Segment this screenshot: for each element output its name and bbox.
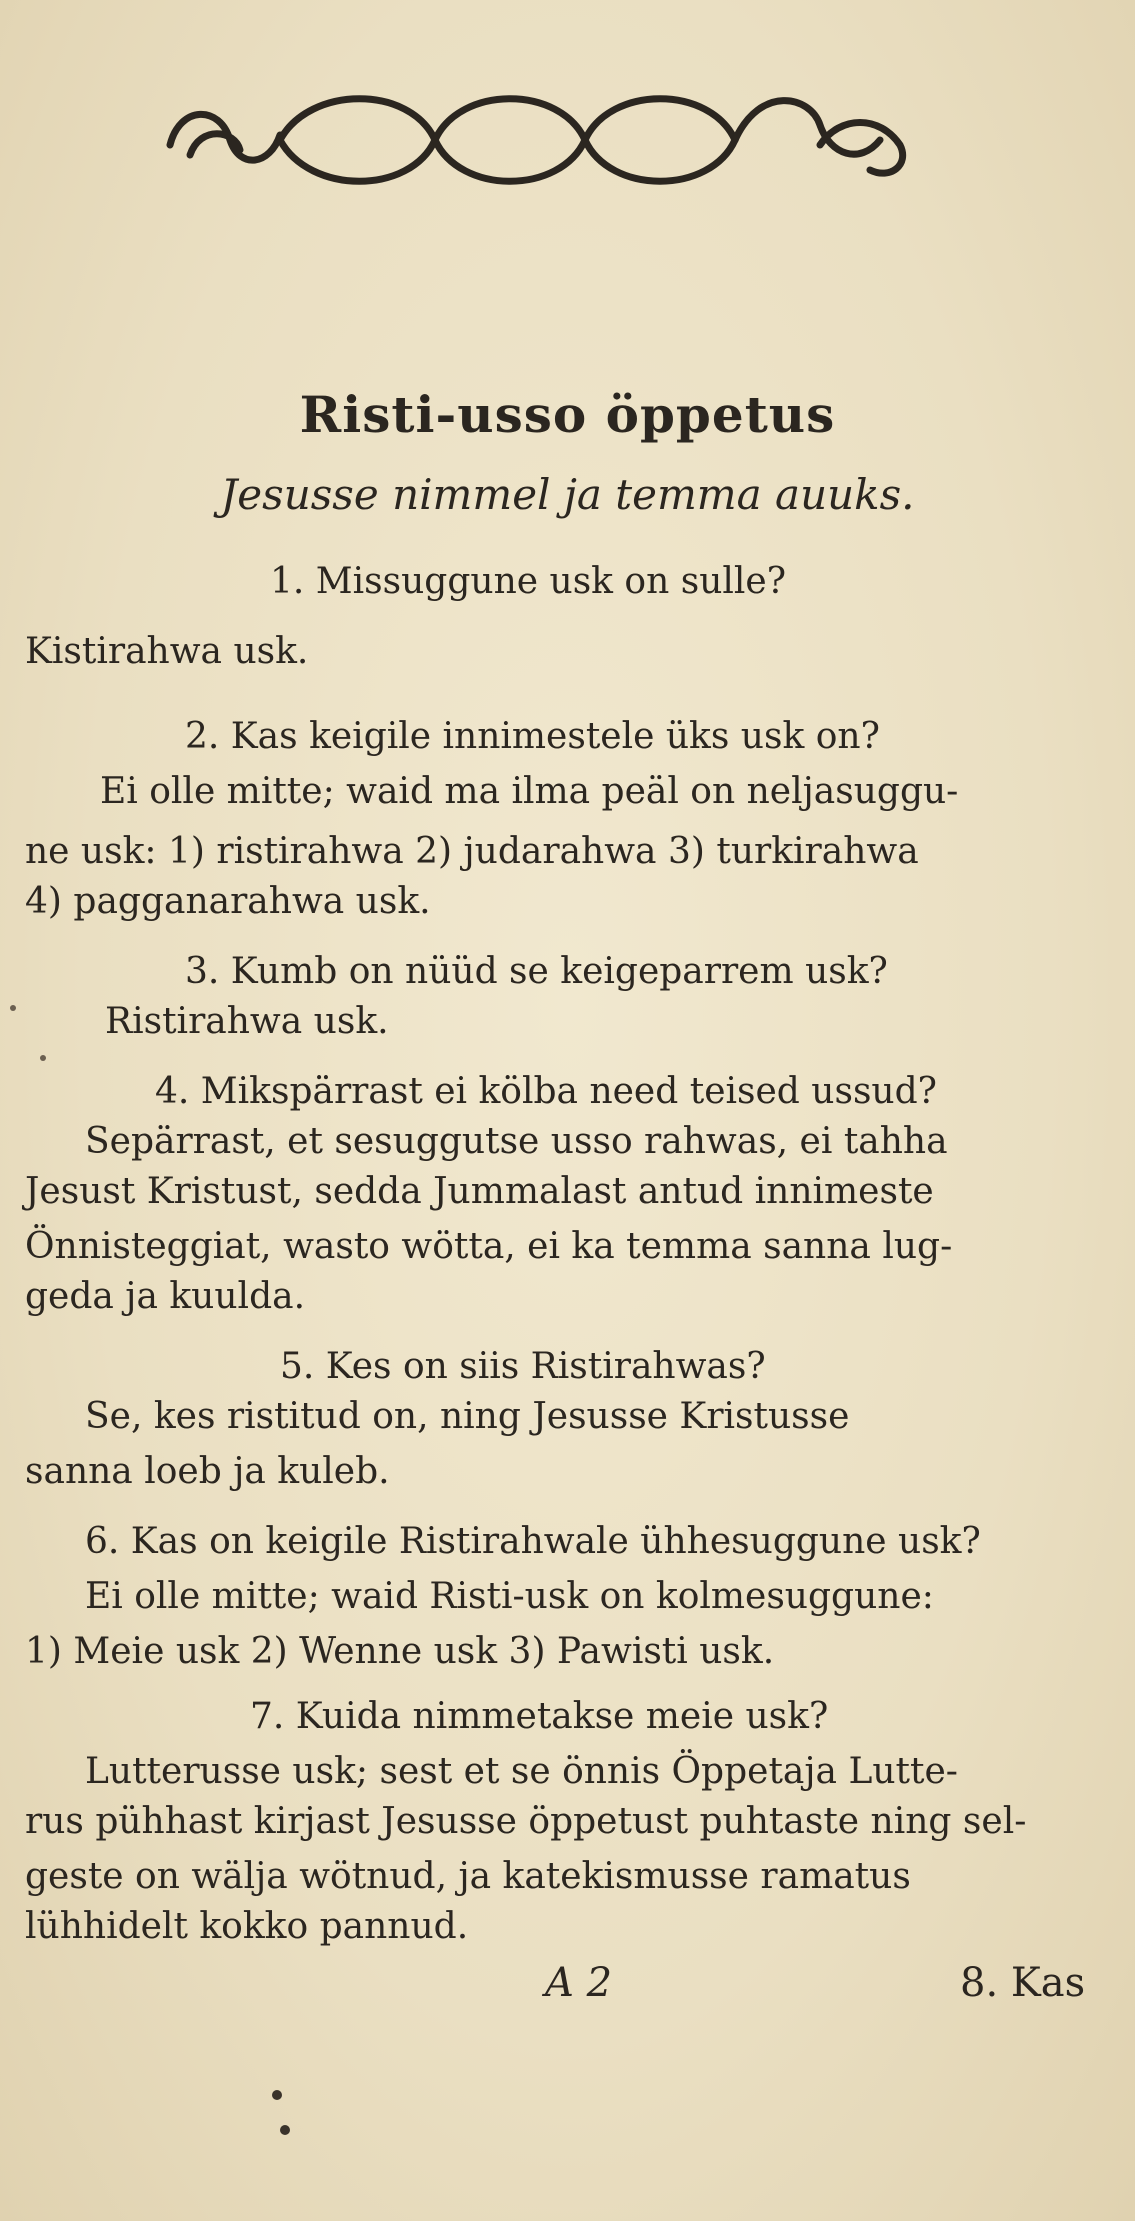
question-1: 1. Missuggune usk on sulle? <box>270 561 787 602</box>
question-4: 4. Mikspärrast ei kölba need teised ussud? <box>155 1071 937 1112</box>
signature-mark: A 2 <box>545 1960 613 2006</box>
answer-7-line-1: Lutterusse usk; sest et se önnis Öppetaja Lutte- <box>85 1751 958 1792</box>
ink-spot <box>10 1005 16 1011</box>
question-5: 5. Kes on siis Ristirahwas? <box>280 1346 766 1387</box>
answer-4-line-2: Jesust Kristust, sedda Jummalast antud innimeste <box>25 1171 934 1212</box>
answer-2-line-2: ne usk: 1) ristirahwa 2) judarahwa 3) turkirahwa <box>25 831 919 872</box>
answer-4-line-1: Sepärrast, et sesuggutse usso rahwas, ei tahha <box>85 1121 948 1162</box>
answer-1-text: Kistirahwa usk. <box>25 631 309 672</box>
answer-6-line-1: Ei olle mitte; waid Risti-usk on kolmesuggune: <box>85 1576 934 1617</box>
answer-2-line-3: 4) pagganarahwa usk. <box>25 881 431 922</box>
answer-7-line-2: rus pühhast kirjast Jesusse öppetust puhtaste ning sel- <box>25 1801 1027 1842</box>
question-6: 6. Kas on keigile Ristirahwale ühhesuggune usk? <box>85 1521 981 1562</box>
ornament-icon <box>160 85 930 195</box>
page-title: Risti-usso öppetus <box>299 385 836 444</box>
answer-7-line-4: lühhidelt kokko pannud. <box>25 1906 469 1947</box>
ink-spot <box>280 2125 290 2135</box>
ink-spot <box>272 2090 282 2100</box>
question-2: 2. Kas keigile innimestele üks usk on? <box>185 716 880 757</box>
answer-2-line-1: Ei olle mitte; waid ma ilma peäl on neljasuggu- <box>100 771 959 812</box>
answer-1-line-1 <box>25 630 308 674</box>
answer-3: Ristirahwa usk. <box>105 1001 389 1042</box>
answer-5-line-1: Se, kes ristitud on, ning Jesusse Kristusse <box>85 1396 850 1437</box>
answer-4-line-4: geda ja kuulda. <box>25 1276 306 1317</box>
question-3: 3. Kumb on nüüd se keigeparrem usk? <box>185 951 888 992</box>
ink-spot <box>40 1055 46 1061</box>
answer-4-line-3: Önnisteggiat, wasto wötta, ei ka temma sanna lug- <box>25 1226 953 1267</box>
catchword: 8. Kas <box>960 1960 1086 2006</box>
answer-5-line-2: sanna loeb ja kuleb. <box>25 1451 390 1492</box>
page-subtitle: Jesusse nimmel ja temma auuks. <box>220 470 915 519</box>
question-7: 7. Kuida nimmetakse meie usk? <box>250 1696 829 1737</box>
answer-6-line-2: 1) Meie usk 2) Wenne usk 3) Pawisti usk. <box>25 1631 775 1672</box>
answer-7-line-3: geste on wälja wötnud, ja katekismusse ramatus <box>25 1856 911 1897</box>
